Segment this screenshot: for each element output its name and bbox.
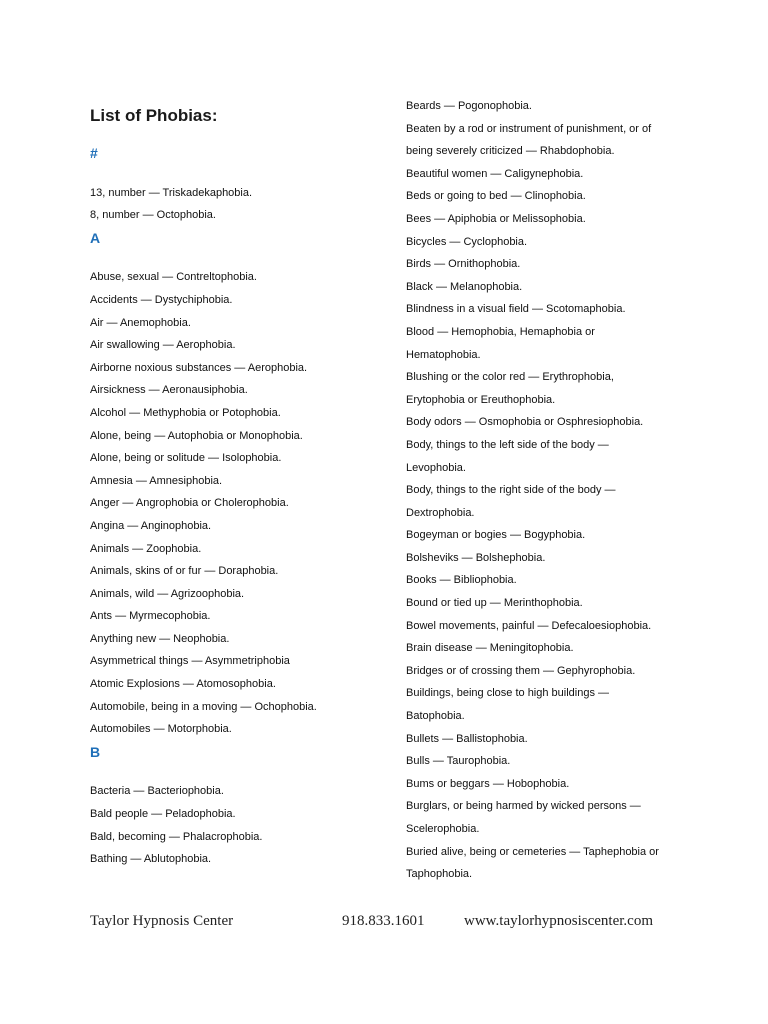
phobia-entry-line: Beautiful women — Caligynephobia. (406, 167, 584, 180)
phobia-entry: Bald people — Peladophobia. (90, 808, 236, 821)
phobia-entry-line: Body, things to the right side of the body — (406, 484, 616, 497)
phobia-entry-line: being severely criticized — Rhabdophobia. (406, 145, 615, 158)
phobia-entry: Bald, becoming — Phalacrophobia. (90, 830, 263, 843)
phobia-entry-line: Scelerophobia. (406, 823, 480, 835)
footer-phone: 918.833.1601 (342, 913, 425, 929)
phobia-entry-line: Buried alive, being or cemeteries — Taphephobia or (406, 845, 659, 858)
phobia-entry-line: Bolsheviks — Bolshephobia. (406, 551, 546, 564)
footer-website: www.taylorhypnosiscenter.com (464, 913, 653, 929)
phobia-entry-line: Erytophobia or Ereuthophobia. (406, 393, 556, 406)
phobia-entry: Amnesia — Amnesiphobia. (90, 474, 223, 487)
phobia-entry: Bathing — Ablutophobia. (90, 853, 212, 866)
phobia-entry: Bacteria — Bacteriophobia. (90, 785, 224, 798)
phobia-entry-line: Bees — Apiphobia or Melissophobia. (406, 212, 586, 225)
phobia-entry-line: Bullets — Ballistophobia. (406, 732, 528, 745)
phobia-entry: Animals, skins of or fur — Doraphobia. (90, 565, 279, 578)
phobia-entry-line: Bicycles — Cyclophobia. (406, 235, 528, 248)
phobia-entry-line: Body odors — Osmophobia or Osphresiophobia. (406, 416, 644, 429)
phobia-entry-line: Beaten by a rod or instrument of punishment, or of (406, 122, 652, 135)
phobia-entry: Airsickness — Aeronausiphobia. (90, 384, 248, 397)
section-heading-b: B (90, 743, 101, 760)
section-gap (90, 763, 317, 780)
phobia-entry-line: Brain disease — Meningitophobia. (406, 642, 574, 655)
right-column (406, 95, 659, 886)
phobia-entry: Angina — Anginophobia. (90, 519, 212, 532)
phobia-entry: Anything new — Neophobia. (90, 632, 230, 645)
phobia-entry-line: Books — Bibliophobia. (406, 574, 517, 587)
phobia-entry: Atomic Explosions — Atomosophobia. (90, 678, 276, 691)
phobia-entry: 8, number — Octophobia. (90, 209, 216, 222)
phobia-entry: Automobiles — Motorphobia. (90, 723, 232, 736)
phobia-entry-line: Beards — Pogonophobia. (406, 100, 532, 112)
phobia-entry: Anger — Angrophobia or Cholerophobia. (90, 497, 289, 510)
phobia-entry-line: Burglars, or being harmed by wicked persons — (406, 800, 641, 813)
page-title: List of Phobias: (90, 106, 218, 125)
phobia-entry: Accidents — Dystychiphobia. (90, 293, 233, 306)
phobia-entry: Alone, being or solitude — Isolophobia. (90, 452, 282, 465)
phobia-entry-line: Birds — Ornithophobia. (406, 258, 521, 271)
phobia-entry-line: Levophobia. (406, 461, 466, 474)
phobia-entry-line: Taphophobia. (406, 868, 473, 881)
phobia-entry-line: Bound or tied up — Merinthophobia. (406, 597, 583, 610)
phobia-entry-line: Bowel movements, painful — Defecaloesiophobia. (406, 619, 652, 632)
phobia-entry: Alcohol — Methyphobia or Potophobia. (90, 406, 281, 419)
phobia-entry-line: Bulls — Taurophobia. (406, 755, 511, 768)
phobia-entry-line: Blushing or the color red — Erythrophobia, (406, 371, 614, 384)
phobia-entry-line: Hematophobia. (406, 348, 481, 361)
phobia-entry-line: Buildings, being close to high buildings — (406, 687, 610, 700)
section-gap (90, 165, 317, 182)
phobia-entry: Abuse, sexual — Contreltophobia. (90, 271, 257, 284)
phobia-entry: Animals — Zoophobia. (90, 542, 202, 555)
phobia-entry: Air — Anemophobia. (90, 316, 191, 329)
phobia-entry: Ants — Myrmecophobia. (90, 610, 211, 623)
section-gap (90, 249, 317, 266)
phobia-entry: 13, number — Triskadekaphobia. (90, 186, 253, 199)
section-heading-hash: # (90, 145, 98, 161)
phobia-entry-line: Bridges or of crossing them — Gephyrophobia. (406, 664, 636, 677)
phobia-entry-line: Black — Melanophobia. (406, 280, 523, 293)
phobia-entry: Automobile, being in a moving — Ochophobia. (90, 700, 317, 713)
phobia-entry: Air swallowing — Aerophobia. (90, 339, 236, 352)
phobia-entry: Asymmetrical things — Asymmetriphobia (90, 655, 290, 668)
phobia-entry-line: Bogeyman or bogies — Bogyphobia. (406, 529, 586, 542)
phobia-entry-line: Dextrophobia. (406, 506, 475, 519)
phobia-entry-line: Body, things to the left side of the body — (406, 438, 609, 451)
phobia-entry-line: Bums or beggars — Hobophobia. (406, 777, 570, 790)
phobia-entry: Airborne noxious substances — Aerophobia. (90, 361, 308, 374)
section-heading-a: A (90, 229, 101, 246)
phobia-entry-line: Beds or going to bed — Clinophobia. (406, 190, 586, 203)
phobia-entry: Animals, wild — Agrizoophobia. (90, 587, 245, 600)
footer-company-name: Taylor Hypnosis Center (90, 913, 234, 929)
phobia-entry: Alone, being — Autophobia or Monophobia. (90, 429, 303, 442)
phobia-entry-line: Batophobia. (406, 710, 465, 723)
phobia-entry-line: Blood — Hemophobia, Hemaphobia or (406, 325, 595, 338)
phobia-entry-line: Blindness in a visual field — Scotomaphobia. (406, 303, 626, 316)
left-column (90, 142, 317, 871)
